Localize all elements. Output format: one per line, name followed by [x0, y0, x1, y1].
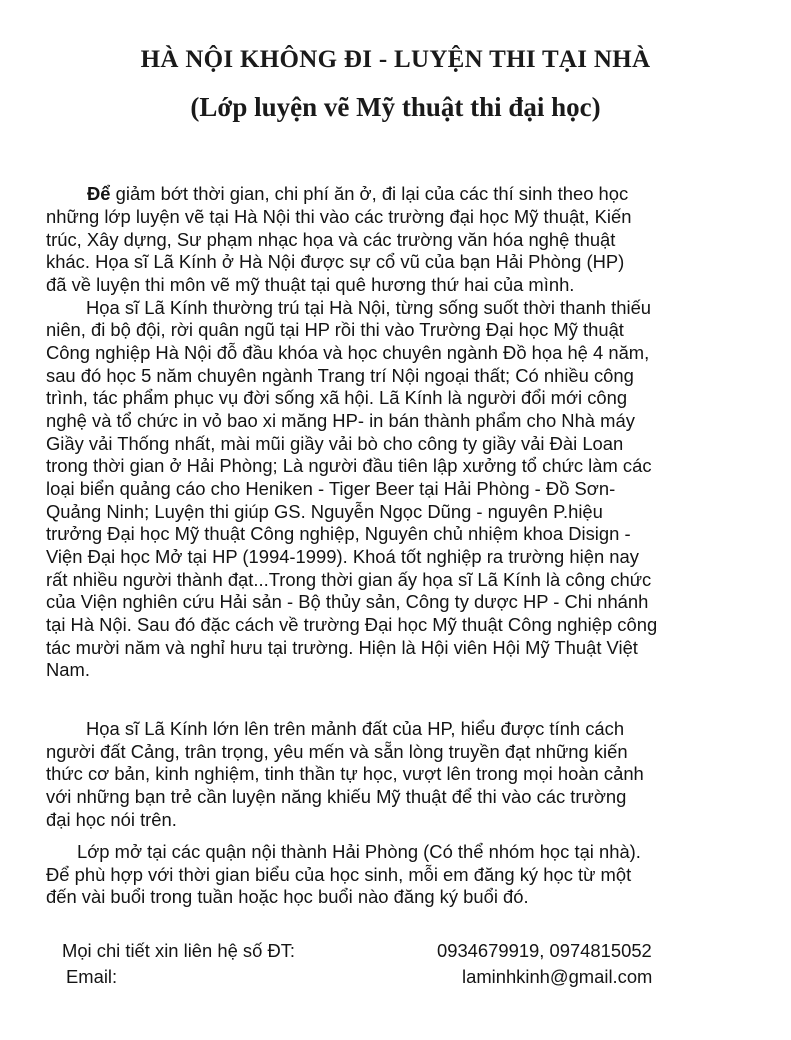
paragraph-2-line-14: của Viện nghiên cứu Hải sản - Bộ thủy sản, Công ty dược HP - Chi nhánh: [46, 591, 649, 612]
paragraph-2-line-10: Quảng Ninh; Luyện thi giúp GS. Nguyễn Ngọc Dũng - nguyên P.hiệu: [46, 501, 603, 522]
page-title: HÀ NỘI KHÔNG ĐI - LUYỆN THI TẠI NHÀ: [140, 46, 651, 73]
paragraph-2-line-9: loại biển quảng cáo cho Heniken - Tiger Beer tại Hải Phòng - Đồ Sơn-: [46, 478, 616, 499]
paragraph-2-line-7: Giầy vải Thống nhất, mài mũi giầy vải bò cho công ty giầy vải Đài Loan: [46, 433, 624, 454]
contact-email-value: laminhkinh@gmail.com: [462, 966, 653, 987]
paragraph-2-line-15: tại Hà Nội. Sau đó đặc cách về trường Đại học Mỹ thuật Công nghiệp công: [46, 614, 658, 635]
paragraph-2-line-13: rất nhiều người thành đạt...Trong thời gian ấy họa sĩ Lã Kính là công chức: [46, 569, 652, 590]
paragraph-1-line-4: khác. Họa sĩ Lã Kính ở Hà Nội được sự cổ vũ của bạn Hải Phòng (HP): [46, 251, 625, 272]
paragraph-3-line-3: thức cơ bản, kinh nghiệm, tinh thần tự học, vượt lên trong mọi hoàn cảnh: [46, 763, 644, 784]
paragraph-2-line-4: sau đó học 5 năm chuyên ngành Trang trí Nội ngoại thất; Có nhiều công: [46, 365, 634, 386]
paragraph-4-line-3: đến vài buổi trong tuần hoặc học buổi nào đăng ký buổi đó.: [46, 886, 529, 907]
paragraph-2-line-3: Công nghiệp Hà Nội đỗ đầu khóa và học chuyên ngành Đồ họa hệ 4 năm,: [46, 342, 650, 363]
contact-phone-label: Mọi chi tiết xin liên hệ số ĐT:: [62, 940, 296, 961]
paragraph-1-line-5: đã về luyện thi môn vẽ mỹ thuật tại quê hương thứ hai của mình.: [46, 274, 575, 295]
page-subtitle: (Lớp luyện vẽ Mỹ thuật thi đại học): [190, 92, 601, 122]
paragraph-2-line-16: tác mười năm và nghỉ hưu tại trường. Hiện là Hội viên Hội Mỹ Thuật Việt: [46, 637, 638, 658]
contact-phone-value: 0934679919, 0974815052: [437, 940, 652, 961]
paragraph-2-line-17: Nam.: [46, 659, 90, 680]
paragraph-3-line-2: người đất Cảng, trân trọng, yêu mến và sẵn lòng truyền đạt những kiến: [46, 741, 628, 762]
paragraph-1-line-3: trúc, Xây dựng, Sư phạm nhạc họa và các trường văn hóa nghệ thuật: [46, 229, 616, 250]
paragraph-1-lead-word: Để: [87, 183, 111, 204]
paragraph-1-line-1-text: giảm bớt thời gian, chi phí ăn ở, đi lại của các thí sinh theo học: [110, 183, 629, 204]
paragraph-2-line-8: trong thời gian ở Hải Phòng; Là người đầu tiên lập xưởng tổ chức làm các: [46, 455, 652, 476]
contact-email-label: Email:: [66, 966, 118, 987]
paragraph-3-line-5: đại học nói trên.: [46, 809, 177, 830]
paragraph-3-line-1: Họa sĩ Lã Kính lớn lên trên mảnh đất của HP, hiểu được tính cách: [86, 718, 625, 739]
paragraph-2-line-5: trình, tác phẩm phục vụ đời sống xã hội. Lã Kính là người đổi mới công: [46, 387, 628, 408]
paragraph-2-line-12: Viện Đại học Mở tại HP (1994-1999). Khoá tốt nghiệp ra trường hiện nay: [46, 546, 639, 567]
paragraph-1-line-2: những lớp luyện vẽ tại Hà Nội thi vào các trường đại học Mỹ thuật, Kiến: [46, 206, 632, 227]
paragraph-4-line-2: Để phù hợp với thời gian biểu của học sinh, mỗi em đăng ký học từ một: [46, 864, 632, 885]
paragraph-2-line-6: nghệ và tổ chức in vỏ bao xi măng HP- in bán thành phẩm cho Nhà máy: [46, 410, 635, 431]
paragraph-1-line-1: [87, 183, 628, 206]
paragraph-2-line-11: trưởng Đại học Mỹ thuật Công nghiệp, Nguyên chủ nhiệm khoa Disign -: [46, 523, 631, 544]
paragraph-2-line-2: niên, đi bộ đội, rời quân ngũ tại HP rồi thi vào Trường Đại học Mỹ thuật: [46, 319, 624, 340]
paragraph-2-line-1: Họa sĩ Lã Kính thường trú tại Hà Nội, từng sống suốt thời thanh thiếu: [86, 297, 652, 318]
paragraph-3-line-4: với những bạn trẻ cần luyện năng khiếu Mỹ thuật để thi vào các trường: [46, 786, 627, 807]
paragraph-4-line-1: Lớp mở tại các quận nội thành Hải Phòng (Có thể nhóm học tại nhà).: [77, 841, 641, 862]
